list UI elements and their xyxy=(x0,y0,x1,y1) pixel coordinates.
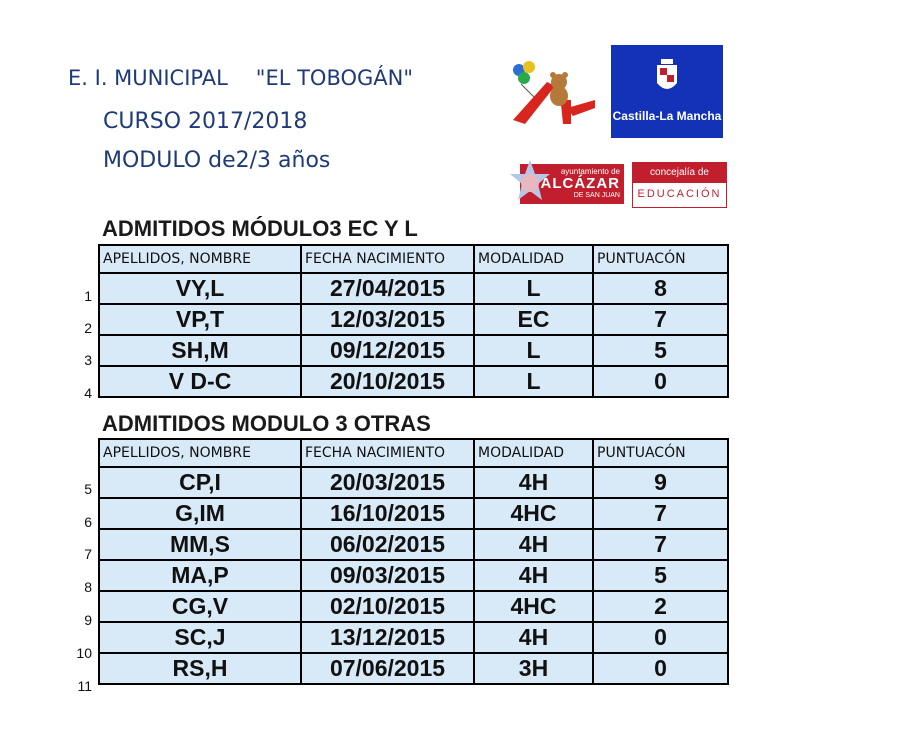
concejalia-label: concejalía de xyxy=(633,163,726,183)
cell-name: VY,L xyxy=(99,273,301,304)
row-number: 6 xyxy=(84,514,92,530)
cell-modality: 4H xyxy=(474,529,593,560)
ayto-label: ayuntamiento de xyxy=(560,167,620,176)
admitted-table xyxy=(98,438,729,685)
cell-birthdate: 02/10/2015 xyxy=(301,591,474,622)
cell-name: MM,S xyxy=(99,529,301,560)
cell-modality: 4HC xyxy=(474,498,593,529)
module-label: MODULO de2/3 años xyxy=(103,148,331,173)
cell-name: G,IM xyxy=(99,498,301,529)
cell-birthdate: 06/02/2015 xyxy=(301,529,474,560)
cell-birthdate: 20/10/2015 xyxy=(301,366,474,397)
cell-modality: 4H xyxy=(474,467,593,498)
table-row xyxy=(99,653,728,684)
ayto-city-suffix: DE SAN JUAN xyxy=(573,192,620,199)
crest-icon xyxy=(654,59,680,95)
cell-name: V D-C xyxy=(99,366,301,397)
table-row xyxy=(99,529,728,560)
cell-score: 8 xyxy=(593,273,728,304)
cell-birthdate: 12/03/2015 xyxy=(301,304,474,335)
cell-score: 0 xyxy=(593,653,728,684)
table-row xyxy=(99,498,728,529)
table-row xyxy=(99,366,728,397)
ayuntamiento-logo xyxy=(508,158,626,210)
cell-name: CP,I xyxy=(99,467,301,498)
table-row xyxy=(99,591,728,622)
cell-score: 9 xyxy=(593,467,728,498)
column-header-score: PUNTUACÓN xyxy=(593,245,728,273)
cell-modality: 4H xyxy=(474,560,593,591)
cell-score: 7 xyxy=(593,304,728,335)
cell-score: 0 xyxy=(593,622,728,653)
cell-birthdate: 16/10/2015 xyxy=(301,498,474,529)
cell-modality: EC xyxy=(474,304,593,335)
column-header-name: APELLIDOS, NOMBRE xyxy=(99,245,301,273)
cell-score: 0 xyxy=(593,366,728,397)
row-number: 9 xyxy=(84,612,92,628)
cell-score: 7 xyxy=(593,498,728,529)
concejalia-area: EDUCACIÓN xyxy=(637,188,722,200)
table-row xyxy=(99,304,728,335)
cell-birthdate: 07/06/2015 xyxy=(301,653,474,684)
cell-birthdate: 13/12/2015 xyxy=(301,622,474,653)
row-number: 7 xyxy=(84,546,92,562)
cell-modality: L xyxy=(474,366,593,397)
school-logo xyxy=(507,60,597,128)
ayto-star-icon xyxy=(508,158,552,208)
school-name: "EL TOBOGÁN" xyxy=(255,66,414,90)
row-number: 5 xyxy=(84,481,92,497)
column-header-birthdate: FECHA NACIMIENTO xyxy=(301,439,474,467)
cell-score: 5 xyxy=(593,560,728,591)
cell-score: 7 xyxy=(593,529,728,560)
section-title: ADMITIDOS MÓDULO3 EC Y L xyxy=(102,216,418,241)
cell-score: 2 xyxy=(593,591,728,622)
cell-modality: 4HC xyxy=(474,591,593,622)
cell-name: VP,T xyxy=(99,304,301,335)
cell-name: MA,P xyxy=(99,560,301,591)
concejalia-logo xyxy=(632,162,727,208)
row-number: 11 xyxy=(77,678,92,694)
cell-name: CG,V xyxy=(99,591,301,622)
column-header-birthdate: FECHA NACIMIENTO xyxy=(301,245,474,273)
table-header-row xyxy=(99,245,728,273)
table-row xyxy=(99,560,728,591)
cell-modality: L xyxy=(474,273,593,304)
column-header-name: APELLIDOS, NOMBRE xyxy=(99,439,301,467)
row-number: 3 xyxy=(84,352,92,368)
row-number: 1 xyxy=(84,288,92,304)
table-row xyxy=(99,622,728,653)
section-title: ADMITIDOS MODULO 3 OTRAS xyxy=(102,411,431,436)
cell-birthdate: 09/03/2015 xyxy=(301,560,474,591)
column-header-modality: MODALIDAD xyxy=(474,245,593,273)
castilla-la-mancha-logo xyxy=(611,45,723,138)
cell-name: SC,J xyxy=(99,622,301,653)
row-number: 4 xyxy=(84,385,92,401)
region-label: Castilla-La Mancha xyxy=(612,109,722,123)
cell-modality: 3H xyxy=(474,653,593,684)
column-header-score: PUNTUACÓN xyxy=(593,439,728,467)
table-row xyxy=(99,335,728,366)
cell-birthdate: 27/04/2015 xyxy=(301,273,474,304)
admitted-table xyxy=(98,244,729,398)
cell-score: 5 xyxy=(593,335,728,366)
cell-name: SH,M xyxy=(99,335,301,366)
cell-birthdate: 20/03/2015 xyxy=(301,467,474,498)
school-title xyxy=(68,66,413,90)
school-prefix: E. I. MUNICIPAL xyxy=(68,66,228,90)
table-row xyxy=(99,273,728,304)
cell-modality: L xyxy=(474,335,593,366)
cell-modality: 4H xyxy=(474,622,593,653)
table-header-row xyxy=(99,439,728,467)
table-row xyxy=(99,467,728,498)
column-header-modality: MODALIDAD xyxy=(474,439,593,467)
row-number: 10 xyxy=(76,645,92,661)
ayto-city: ALCÁZAR xyxy=(540,175,620,192)
cell-birthdate: 09/12/2015 xyxy=(301,335,474,366)
course-year: CURSO 2017/2018 xyxy=(103,109,308,134)
cell-name: RS,H xyxy=(99,653,301,684)
row-number: 8 xyxy=(84,579,92,595)
row-number: 2 xyxy=(84,320,92,336)
